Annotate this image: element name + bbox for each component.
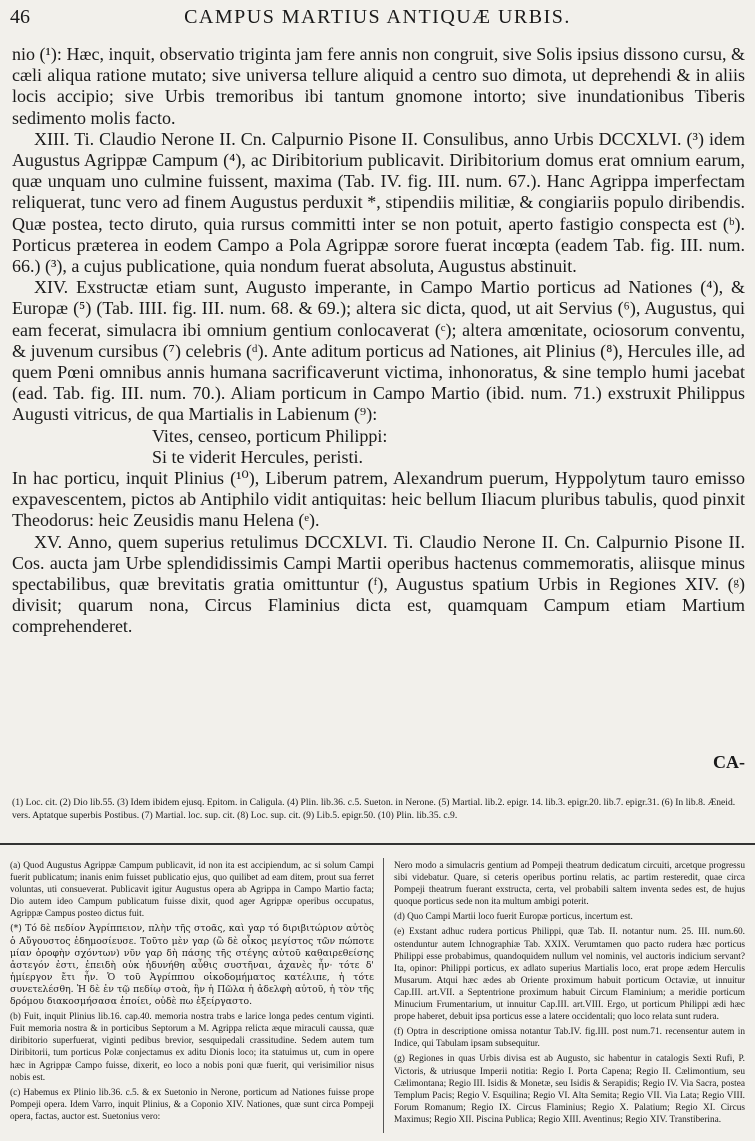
- footnotes-left-column: [10, 860, 374, 1126]
- paragraph-continuation: nio (¹): Hæc, inquit, observatio triginta jam fere annis non congruit, sive Solis ipsius dissono cursu, & cæli aliqua ratione mutato; sive universa tellure aliquid a centro suo dimota, ut deprehendi & in aliis locis accipio; sive Urbis tremoribus ibi tantum gnomone intorto; sive inundationibus Tiberis sedimento molis facto.: [12, 44, 745, 128]
- section-xiii: XIII. Ti. Claudio Nerone II. Cn. Calpurnio Pisone II. Consulibus, anno Urbis DCCXLVI. (³) idem Augustus Agrippæ Campum (⁴), ac Diribitorium publicavit. Diribitorium domus erat omnium earum, quæ unquam uno culmine fuissent, maxima (Tab. IV. fig. III. num. 67.). Hanc Agrippa imperfectam reliquerat, tunc vero ad finem Augustus perduxit *, stipendiis militiæ, & congiariis populo diribendis. Quæ postea, tecto diruto, quia rursus committi inter se non potuit, aperto fastigio conspecta est (ᵇ). Porticus præterea in eodem Campo a Pola Agrippæ sorore fuerat incœpta (eadem Tab. fig. III. num. 66.) (³), a cujus publicatione, quia nondum fuerat absoluta, Augustus abstinuit.: [12, 128, 745, 277]
- note-a: (a) Quod Augustus Agrippæ Campum publicavit, id non ita est accipiendum, ac si solum Campi fuerit publicatum; inanis enim fuisset publicatio ejus, quo quilibet ad eam ditem, prout sua ferret voluntas, uti consueverat. Publicavit igitur Augustus opera ab Agrippa in Campo Martio facta; Dio autem ideo Campum publicatum fuisse dixit, quod ager Agrippæ operibus occupatus, Agrippæ Campus posteo dictus fuit.: [10, 861, 374, 920]
- note-b: (b) Fuit, inquit Plinius lib.16. cap.40. memoria nostra trabs e larice longa pedes centum viginti. Fuit memoria nostra & in porticibus Septorum a M. Agrippa relicta æque miraculi caussa, quæ diribitorio superfuerat, viginti pedibus brevior, sesquipedali crassitudine. Sedem autem tum Diribitorii, tum porticus Polæ conjectamus ex aditu Dionis loco; ita statuimus ut, cum in opere hæc in Agrippæ Campo fuisse, dixerit, eo loco a nobis poni quæ fuerit, qui verisimilior nisus nobis est.: [10, 1012, 374, 1083]
- note-c-continued: Nero modo a simulacris gentium ad Pompeji theatrum dedicatum circuiti, arcetque progressu sibi videbatur. Quare, si ceteris operibus portinu relatis, ac partim resteredit, quae circa Pompeji theatrum fuerant exstructa, certa, vel probabili saltem inventa sedes est, de hujus quoque porticus sede non ita multum ambigi poterit.: [394, 861, 745, 908]
- paragraph-plinius: In hac porticu, inquit Plinius (¹⁰), Liberum patrem, Alexandrum puerum, Hyppolytum tauro emisso expavescentem, pictos ab Antiphilo vidit antiquitas: heic bellum Iliacum pluribus tabulis, quod pinxit Theodorus: heic Zeusidis manu Helena (ᵉ).: [12, 468, 745, 531]
- catchword: CA-: [713, 752, 745, 772]
- note-c: (c) Habemus ex Plinio lib.36. c.5. & ex Suetonio in Nerone, porticum ad Nationes fuisse prope Pompeji opera. Idem Varro, inquit Plinius, & a Coponio XIV. Nationes, quæ sunt circa Pompeji opera, factas, auctor est. Suetonius vero:: [10, 1087, 374, 1122]
- verse-line-2: Si te viderit Hercules, peristi.: [152, 446, 363, 467]
- note-greek: (*) Τό δὲ πεδίον Ἀγρίππειον, πλὴν τῆς στοᾶς, καὶ γαρ τό διριβιτώριον αὐτὸς ὁ Αὔγουστος ἐδημοσίευσε. Τοῦτο μὲν γαρ (ὢ δὲ οἶκος μεγίστος τῶν πώποτε μίαν ὀροφὴν σχόντων) νῦν γαρ δὴ πάσης τῆς στέγης αὐτοῦ καθαιρεθείσης ἀστεγόν ἐστι, ἐπειδὴ οὐκ ἠδυνήθη αὖθις συστῆναι, ἀχανὲς ἦν· τότε δ' ἡμίεργον ἔτι ἦν. Ὁ τοῦ Ἀγρίππου οἰκοδομήματος κατέλιπε, ἡ τότε συνετελέσθη. Ἡ δὲ ἐν τῷ πεδίῳ στοὰ, ἣν ἡ Πῶλα ἡ ἀδελφὴ αὐτοῦ, ἡ τὸν τῆς δρόμου διακοσμήσασα ἐποίει, οὐδὲ πω ἐξείργαστο.: [10, 923, 374, 1008]
- verse-line-1: Vites, censeo, porticum Philippi:: [152, 425, 388, 446]
- footnotes-right-column: [394, 860, 745, 1129]
- note-f: (f) Optra in descriptione omissa notantur Tab.IV. fig.III. post num.71. recensentur autem in Indice, qui Tabulam ipsam subsequitur.: [394, 1027, 745, 1050]
- main-text: [12, 44, 745, 638]
- note-e: (e) Exstant adhuc rudera porticus Philippi, quæ Tab. II. notantur num. 25. III. num.60. ostenduntur autem Ichnographiæ Tab. XXIX. Verumtamen quo pacto rudera hæc porticus Philippi esse probabimus, quandoquidem nullum vel nominis, vel auctoris indicium servant? Ita, opinor: Philippi porticus, ex adlato superius Martialis loco, erat prope ædem Herculis Musarum. Atqui hæc ædes ab Oriente proximum habuit porticum Octaviæ, ut innuitur Cap.III. art.VII. a Septentrione proximum habuit Circum Flaminium; a meridie porticum Minucium Frumentarium, ut innuitur Cap.III. art.VIII. Ergo, ut porticum Philippi ædi hæc prope haberet, debuit ipsa porticus esse a latere occidentali; quo loco relata sunt rudera.: [394, 927, 745, 1023]
- verse-quotation: [12, 426, 745, 468]
- section-xiv: XIV. Exstructæ etiam sunt, Augusto imperante, in Campo Martio porticus ad Nationes (⁴), & Europæ (⁵) (Tab. IIII. fig. III. num. 68. & 69.); altera sic dicta, quod, ut ait Servius (⁶), Augustus, qui eam fecerat, simulacra ibi omnium gentium conlocaverat (ᶜ); altera amœnitate, ociosorum conventu, & juvenum cursibus (⁷) celebris (ᵈ). Ante aditum porticus ad Nationes, ait Plinius (⁸), Hercules ille, ad quem Pœni omnibus annis humana sacrificaverunt victima, inhonoratus, & sine templo humi jacebat (ead. Tab. fig. III. num. 70.). Aliam porticum in Campo Martio (ibid. num. 71.) exstruxit Philippus Augusti vitricus, de qua Martialis in Labienum (⁹):: [12, 277, 745, 425]
- page-header: [10, 6, 745, 34]
- section-xv: XV. Anno, quem superius retulimus DCCXLVI. Ti. Claudio Nerone II. Cn. Calpurnio Pisone II. Cos. aucta jam Urbe splendidissimis Campi Martii operibus hactenus commemoratis, aliisque minus spectabilibus, quæ brevitatis gratia omittuntur (ᶠ), Augustus spatium Urbis in Regiones XIV. (ᵍ) divisit; quarum nona, Circus Flaminius dicta est, quamquam Campum etiam Martium comprehenderet.: [12, 531, 745, 637]
- note-d: (d) Quo Campi Martii loco fuerit Europæ porticus, incertum est.: [394, 912, 633, 923]
- footnotes-references: (1) Loc. cit. (2) Dio lib.55. (3) Idem ibidem ejusq. Epitom. in Caligula. (4) Plin. lib.36. c.5. Sueton. in Nerone. (5) Martial. lib.2. epigr. 14. lib.3. epigr.20. lib.7. epigr.31. (6) In lib.8. Æneid. vers. Aptatque superbis Postibus. (7) Martial. loc. sup. cit. (8) Loc. sup. cit. (9) Lib.5. epigr.50. (10) Plin. lib.35. c.9.: [12, 797, 736, 821]
- footnote-divider: [0, 843, 755, 845]
- column-divider: [383, 858, 384, 1133]
- page-number: 46: [10, 6, 30, 28]
- running-title: CAMPUS MARTIUS ANTIQUÆ URBIS.: [184, 6, 571, 28]
- note-g: (g) Regiones in quas Urbis divisa est ab Augusto, sic habentur in catalogis Sexti Rufi, P. Victoris, & utriusque Imperii notitia: Regio I. Porta Capena; Regio II. Cælimontium, seu Cælimontana; Regio III. Isidis & Monetæ, seu Isidis & Serapidis; Regio IV. Via Sacra, postea Templum Pacis; Regio V. Esquilina; Regio VI. Alta Semita; Regio VII. Via Lata; Regio VIII. Forum Romanum; Regio IX. Circus Flaminius; Regio X. Palatium; Regio XI. Circus Maximus; Regio XII. Piscina Publica; Regio XIII. Aventinus; Regio XIV. Transtiberina.: [394, 1054, 745, 1125]
